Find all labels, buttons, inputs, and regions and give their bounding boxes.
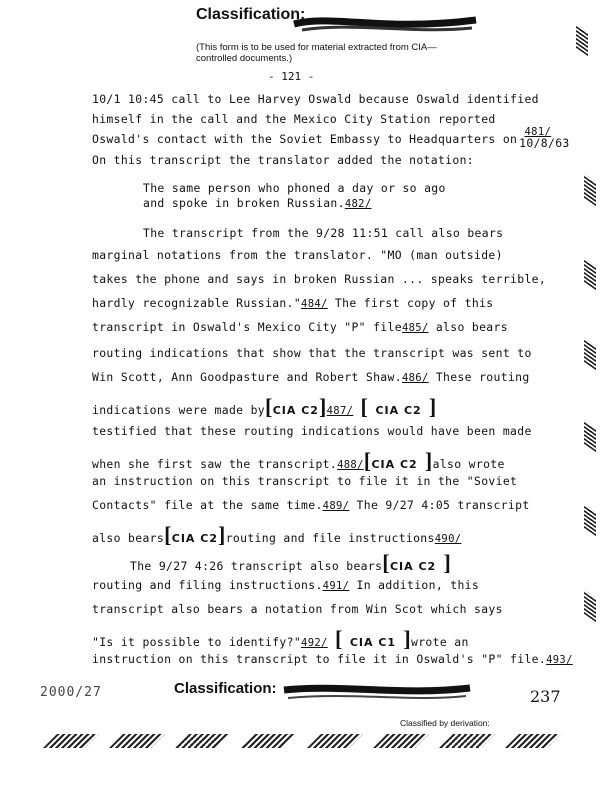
margin-mark: [584, 258, 596, 290]
text-line: routing indications that show that the transcript was sent to: [92, 346, 532, 360]
text-line: hardly recognizable Russian."484/ The first copy of this: [92, 296, 494, 310]
text-line: indications were made by[CIA C2]487/ [ CIA C2 ]: [92, 394, 437, 419]
handwritten-annotation: CIA C2: [171, 532, 219, 545]
text-line: an instruction on this transcript to file it in the "Soviet: [92, 474, 518, 488]
text-line: marginal notations from the translator. "MO (man outside): [92, 248, 503, 262]
text-line: Contacts" file at the same time.489/ The 9/27 4:05 transcript: [92, 498, 530, 512]
text-line: 10/1 10:45 call to Lee Harvey Oswald because Oswald identified: [92, 92, 539, 106]
footnote-ref: 491/: [322, 580, 350, 592]
hatch-border: [40, 728, 600, 758]
handwritten-annotation: CIA C2: [389, 560, 437, 573]
text-line: instruction on this transcript to file it in Oswald's "P" file.493/: [92, 652, 573, 666]
text-line: Win Scott, Ann Goodpasture and Robert Shaw.486/ These routing: [92, 370, 530, 384]
form-note: (This form is to be used for material extracted from CIA—controlled documents.): [196, 42, 437, 64]
footnote-ref: 486/: [401, 372, 429, 384]
text-line: The transcript from the 9/28 11:51 call also bears: [143, 226, 504, 240]
text-line: takes the phone and says in broken Russian ... speaks terrible,: [92, 272, 547, 286]
quote-line: and spoke in broken Russian.482/: [143, 196, 372, 210]
footnote-ref: 487/: [326, 405, 354, 417]
footnote-ref: 485/: [401, 322, 429, 334]
text-line: transcript in Oswald's Mexico City "P" file485/ also bears: [92, 320, 508, 334]
text-line: when she first saw the transcript.488/[CIA C2 ]also wrote: [92, 448, 505, 473]
classification-label-bottom: Classification:: [174, 680, 277, 697]
footnote-ref: 482/: [344, 198, 372, 210]
footnote-ref: 484/: [301, 298, 328, 310]
text-line: The 9/27 4:26 transcript also bears[CIA C2 ]: [130, 550, 452, 575]
redaction-mark-bottom: [282, 680, 472, 704]
footnote-ref: 481/: [524, 126, 552, 138]
footnote-ref: 488/: [337, 459, 364, 471]
margin-mark: [584, 338, 596, 370]
margin-mark: [584, 420, 596, 452]
text-line: "Is it possible to identify?"492/ [ CIA C1 ]wrote an: [92, 626, 469, 651]
redaction-mark-top: [292, 10, 478, 34]
handwritten-annotation: CIA C2: [371, 458, 418, 471]
margin-mark: [584, 590, 596, 622]
classification-label-top: Classification:: [196, 6, 306, 23]
text-line: also bears[CIA C2]routing and file instructions490/: [92, 522, 462, 547]
quote-line: The same person who phoned a day or so ago: [143, 181, 446, 195]
footnote-ref: 493/: [546, 654, 573, 666]
margin-mark: [576, 24, 588, 56]
handwritten-annotation: CIA C2: [375, 404, 422, 417]
page-number: - 121 -: [268, 70, 315, 83]
text-line: himself in the call and the Mexico City Station reported: [92, 112, 496, 126]
text-line: On this transcript the translator added the notation:: [92, 153, 475, 167]
footnote-ref: 492/: [301, 637, 328, 649]
handwritten-annotation: CIA C2: [272, 404, 319, 417]
text-line: routing and filing instructions.491/ In addition, this: [92, 578, 480, 592]
margin-mark: [584, 174, 596, 206]
text-line: testified that these routing indications would have been made: [92, 424, 532, 438]
text-line: Oswald's contact with the Soviet Embassy to Headquarters on 481/10/8/63: [92, 126, 570, 150]
page-number-handwritten: 237: [530, 687, 561, 706]
derivation-note: Classified by derivation:: [400, 718, 490, 728]
footnote-ref: 489/: [322, 500, 350, 512]
footnote-ref: 490/: [434, 533, 462, 545]
document-stamp: 2000/27: [40, 685, 102, 700]
margin-mark: [584, 504, 596, 536]
handwritten-annotation: CIA C1: [349, 636, 397, 649]
text-line: transcript also bears a notation from Win Scot which says: [92, 602, 503, 616]
